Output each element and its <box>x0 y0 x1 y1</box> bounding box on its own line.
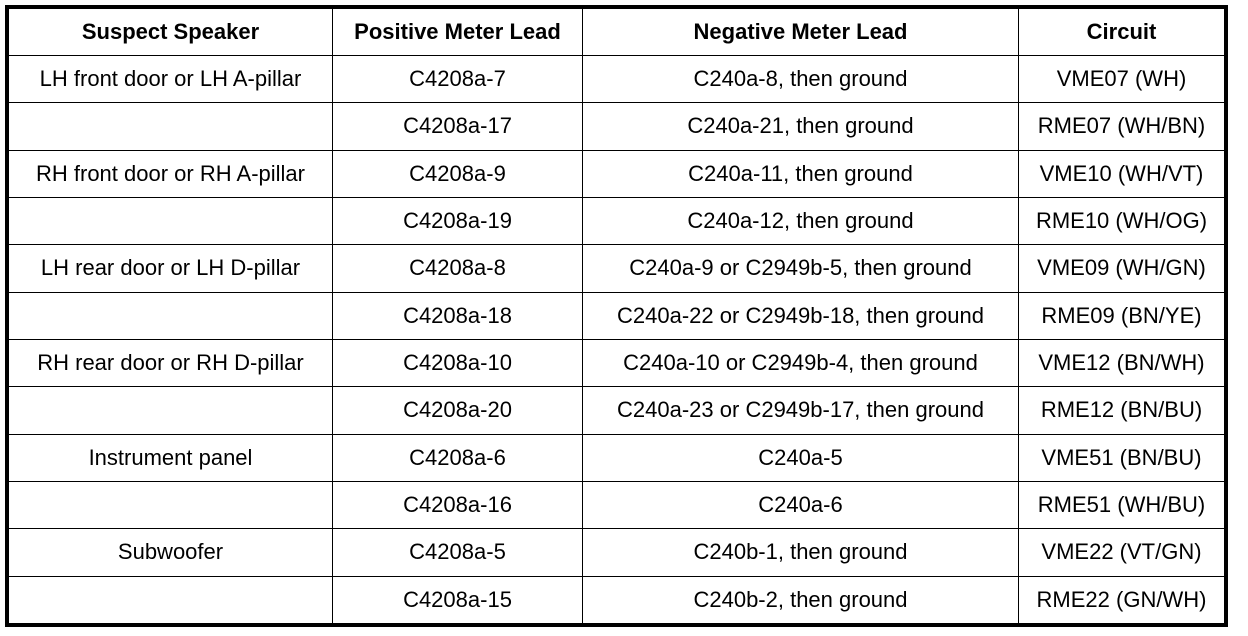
cell-positive-lead: C4208a-7 <box>333 56 583 103</box>
header-positive-meter-lead: Positive Meter Lead <box>333 9 583 56</box>
cell-circuit: VME22 (VT/GN) <box>1019 529 1225 576</box>
cell-negative-lead: C240a-8, then ground <box>583 56 1019 103</box>
cell-positive-lead: C4208a-9 <box>333 150 583 197</box>
cell-suspect-speaker <box>9 103 333 150</box>
table-row <box>9 481 1225 528</box>
header-circuit: Circuit <box>1019 9 1225 56</box>
cell-negative-lead: C240a-5 <box>583 434 1019 481</box>
table-row <box>9 103 1225 150</box>
cell-negative-lead: C240a-12, then ground <box>583 197 1019 244</box>
header-row <box>9 9 1225 56</box>
cell-suspect-speaker: RH rear door or RH D-pillar <box>9 339 333 386</box>
cell-negative-lead: C240b-2, then ground <box>583 576 1019 623</box>
cell-positive-lead: C4208a-20 <box>333 387 583 434</box>
table-row <box>9 245 1225 292</box>
cell-negative-lead: C240a-21, then ground <box>583 103 1019 150</box>
table-row <box>9 529 1225 576</box>
cell-suspect-speaker: Instrument panel <box>9 434 333 481</box>
cell-positive-lead: C4208a-6 <box>333 434 583 481</box>
cell-negative-lead: C240a-22 or C2949b-18, then ground <box>583 292 1019 339</box>
table-row <box>9 150 1225 197</box>
cell-suspect-speaker <box>9 481 333 528</box>
cell-positive-lead: C4208a-16 <box>333 481 583 528</box>
cell-circuit: RME51 (WH/BU) <box>1019 481 1225 528</box>
table-row <box>9 197 1225 244</box>
cell-positive-lead: C4208a-17 <box>333 103 583 150</box>
cell-negative-lead: C240a-11, then ground <box>583 150 1019 197</box>
speaker-test-table <box>8 8 1225 624</box>
cell-circuit: RME12 (BN/BU) <box>1019 387 1225 434</box>
cell-suspect-speaker: Subwoofer <box>9 529 333 576</box>
cell-circuit: VME12 (BN/WH) <box>1019 339 1225 386</box>
cell-negative-lead: C240a-10 or C2949b-4, then ground <box>583 339 1019 386</box>
cell-negative-lead: C240a-9 or C2949b-5, then ground <box>583 245 1019 292</box>
cell-suspect-speaker <box>9 292 333 339</box>
cell-circuit: RME07 (WH/BN) <box>1019 103 1225 150</box>
cell-circuit: RME22 (GN/WH) <box>1019 576 1225 623</box>
cell-positive-lead: C4208a-18 <box>333 292 583 339</box>
cell-circuit: VME09 (WH/GN) <box>1019 245 1225 292</box>
table-row <box>9 56 1225 103</box>
table-row <box>9 576 1225 623</box>
table-row <box>9 339 1225 386</box>
cell-circuit: VME07 (WH) <box>1019 56 1225 103</box>
cell-negative-lead: C240a-6 <box>583 481 1019 528</box>
cell-positive-lead: C4208a-8 <box>333 245 583 292</box>
cell-suspect-speaker <box>9 197 333 244</box>
cell-positive-lead: C4208a-10 <box>333 339 583 386</box>
cell-suspect-speaker: RH front door or RH A-pillar <box>9 150 333 197</box>
cell-positive-lead: C4208a-15 <box>333 576 583 623</box>
cell-negative-lead: C240a-23 or C2949b-17, then ground <box>583 387 1019 434</box>
cell-negative-lead: C240b-1, then ground <box>583 529 1019 576</box>
speaker-test-table-frame <box>5 5 1228 627</box>
cell-circuit: VME10 (WH/VT) <box>1019 150 1225 197</box>
header-negative-meter-lead: Negative Meter Lead <box>583 9 1019 56</box>
table-row <box>9 292 1225 339</box>
cell-suspect-speaker: LH rear door or LH D-pillar <box>9 245 333 292</box>
table-row <box>9 387 1225 434</box>
cell-suspect-speaker <box>9 387 333 434</box>
header-suspect-speaker: Suspect Speaker <box>9 9 333 56</box>
cell-circuit: VME51 (BN/BU) <box>1019 434 1225 481</box>
cell-positive-lead: C4208a-5 <box>333 529 583 576</box>
cell-circuit: RME09 (BN/YE) <box>1019 292 1225 339</box>
cell-circuit: RME10 (WH/OG) <box>1019 197 1225 244</box>
cell-positive-lead: C4208a-19 <box>333 197 583 244</box>
cell-suspect-speaker: LH front door or LH A-pillar <box>9 56 333 103</box>
table-row <box>9 434 1225 481</box>
cell-suspect-speaker <box>9 576 333 623</box>
